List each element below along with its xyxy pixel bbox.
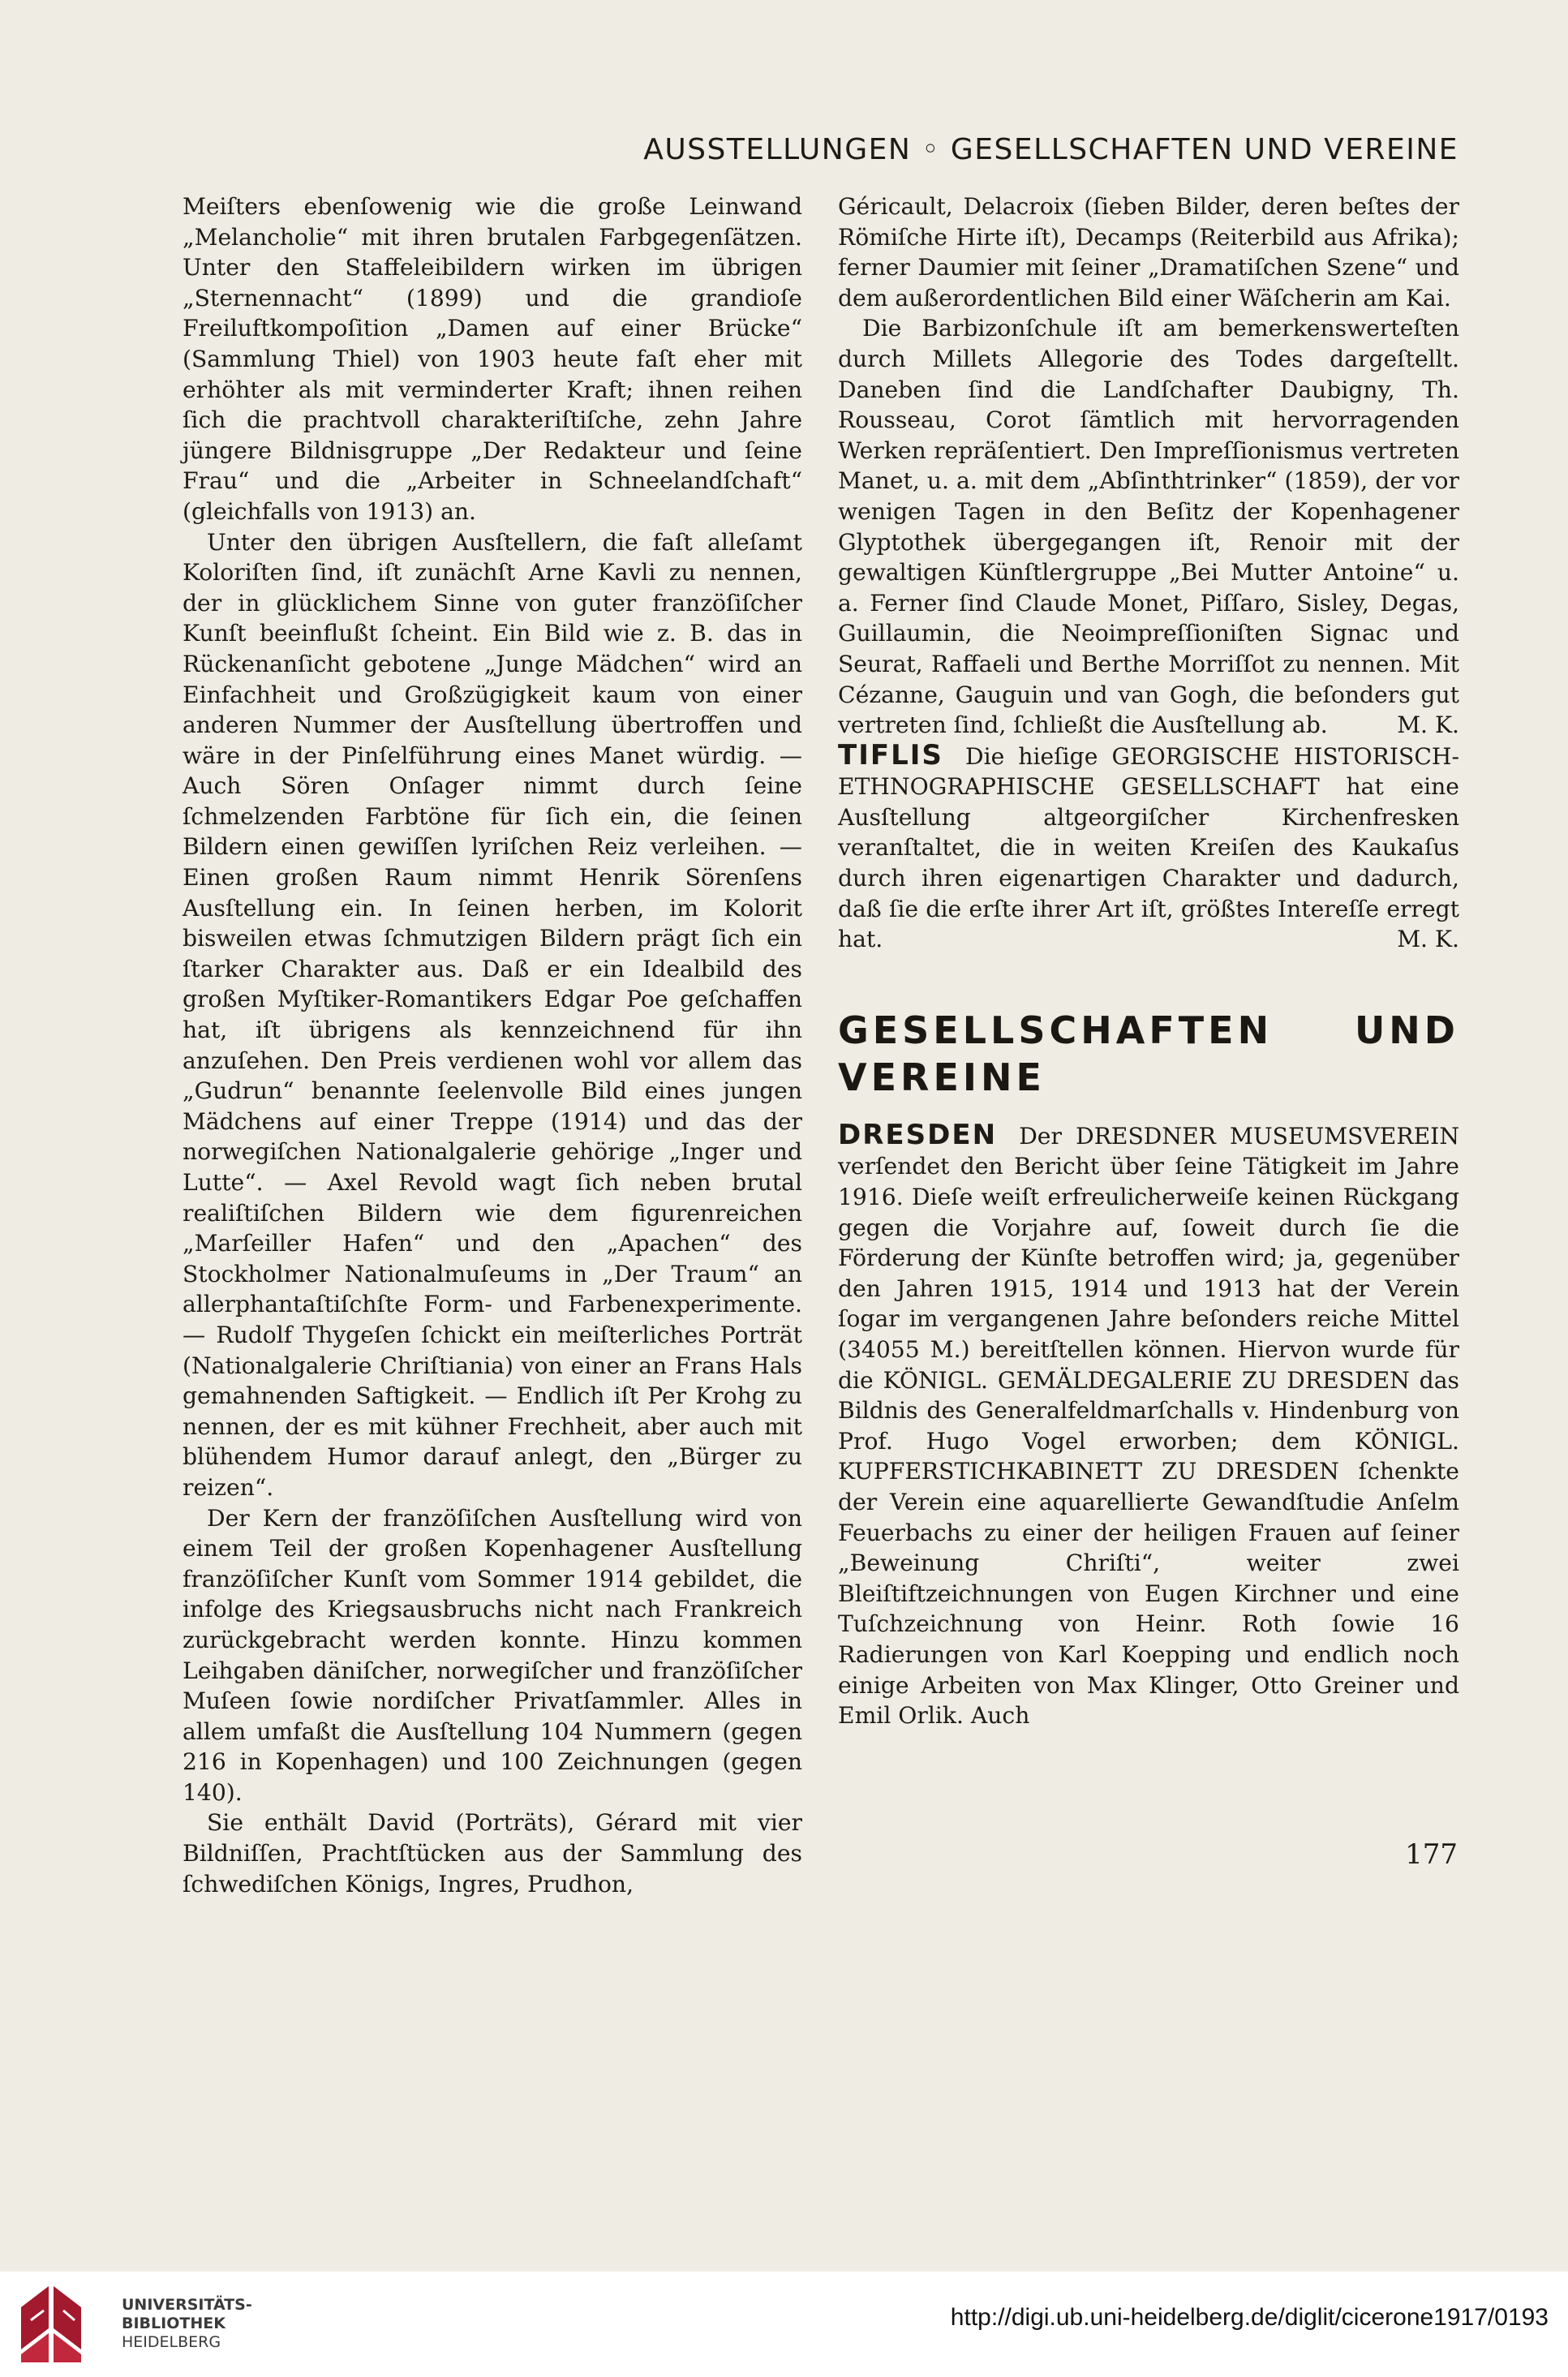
paragraph-text: Die Barbizonſchule iſt am bemerkenswerteſten durch Millets Allegorie des Todes dargeſtellt. Daneben ſind die Landſchafter Daubigny, Th. Rousseau, Corot ſämtlich mit hervorragenden Werken repräſentiert. Den Impreſſionismus vertreten Manet, u. a. mit dem „Abſinthtrinker“ (1859), der vor wenigen Tagen in den Beſitz der Kopenhagener Glyptothek übergegangen iſt, Renoir mit der gewaltigen Künſtlergruppe „Bei Mutter Antoine“ u. a. Ferner ſind Claude Monet, Piſſaro, Sisley, Degas, Guillaumin, die Neoimpreſſioniſten Signac und Seurat, Raffaeli und Berthe Morriſſot zu nennen. Mit Cézanne, Gauguin und van Gogh, die beſonders gut vertreten ſind, ſchließt die Ausſtellung ab. (838, 315, 1459, 739)
paragraph: Géricault, Delacroix (ſieben Bilder, deren beſtes der Römiſche Hirte iſt), Decamps (Reiterbild aus Afrika); ferner Daumier mit ſeiner „Dramatiſchen Szene“ und dem außerordentlichen Bild einer Wäſcherin am Kai. (838, 193, 1459, 312)
tiflis-notice (838, 738, 1459, 955)
library-name-line: BIBLIOTHEK (122, 2315, 226, 2332)
footer-bar (0, 2272, 1568, 2377)
author-signature: M. K. (1397, 926, 1459, 953)
library-name-line: HEIDELBERG (122, 2333, 221, 2351)
paragraph: Meiſters ebenſowenig wie die große Leinwand „Melancholie“ mit ihren brutalen Farbgegenſätzen. Unter den Staffeleibildern wirken im übrigen „Sternennacht“ (1899) und die grandioſe Freiluftkompoſition „Damen auf einer Brücke“ (Sammlung Thiel) von 1903 heute faſt eher mit erhöhter als mit verminderter Kraft; ihnen reihen ſich die prachtvoll charakteriſtiſche, zehn Jahre jüngere Bildnisgruppe „Der Redakteur und ſeine Frau“ und die „Arbeiter in Schneelandſchaft“ (gleichfalls von 1913) an. (183, 193, 802, 525)
paragraph: Sie enthält David (Porträts), Gérard mit vier Bildniſſen, Prachtſtücken aus der Sammlung des ſchwediſchen Königs, Ingres, Prudhon, (183, 1809, 802, 1898)
dresden-notice (838, 1120, 1459, 1731)
right-column (838, 191, 1459, 1731)
ub-heidelberg-logo-icon (15, 2280, 104, 2369)
paragraph (838, 313, 1459, 740)
section-heading: GESELLSCHAFTEN UND VEREINE (838, 1008, 1459, 1099)
paragraph: Unter den übrigen Ausſtellern, die faſt alleſamt Koloriſten ſind, iſt zunächſt Arne Kavli zu nennen, der in glücklichem Sinne von guter franzöſiſcher Kunſt beeinflußt ſcheint. Ein Bild wie z. B. das in Rückenanſicht gebotene „Junge Mädchen“ wird an Einfachheit und Großzügigkeit kaum von einer anderen Nummer der Ausſtellung übertroffen und wäre in der Pinſelführung eines Manet würdig. — Auch Sören Onſager nimmt durch ſeine ſchmelzenden Farbtöne für ſich ein, die ſeinen Bildern einen gewiſſen lyriſchen Reiz verleihen. — Einen großen Raum nimmt Henrik Sörenſens Ausſtellung ein. In ſeinen herben, im Kolorit bisweilen etwas ſchmutzigen Bildern prägt ſich ein ſtarker Charakter aus. Daß er ein Idealbild des großen Myſtiker-Romantikers Edgar Poe geſchaffen hat, iſt übrigens als kennzeichnend für ihn anzuſehen. Den Preis verdienen wohl vor allem das „Gudrun“ benannte ſeelenvolle Bild eines jungen Mädchens auf einer Treppe (1914) und das der norwegiſchen Nationalgalerie gehörige „Inger und Lutte“. — Axel Revold wagt ſich neben brutal realiſtiſchen Bildern wie dem figurenreichen „Marſeiller Hafen“ und den „Apachen“ des Stockholmer Nationalmuſeums in „Der Traum“ an allerphantaſtiſchſte Form- und Farbenexperimente. — Rudolf Thygeſen ſchickt ein meiſterliches Porträt (Nationalgalerie Chriſtiania) von einer an Frans Hals gemahnenden Saftigkeit. — Endlich iſt Per Krohg zu nennen, der es mit kühner Frechheit, aber auch mit blühendem Humor darauf anlegt, den „Bürger zu reizen“. (183, 528, 802, 1501)
dresden-text: Der DRESDNER MUSEUMSVEREIN verſendet den Bericht über ſeine Tätigkeit im Jahre 1916. Dieſe weiſt erfreulicherweiſe keinen Rückgang gegen die Vorjahre auf, ſoweit durch ſie die Förderung der Künſte betroffen wird; ja, gegenüber den Jahren 1915, 1914 und 1913 hat der Verein ſogar im vergangenen Jahre beſonders reiche Mittel (34055 M.) bereitſtellen können. Hiervon wurde für die KÖNIGL. GEMÄLDEGALERIE ZU DRESDEN das Bildnis des Generalfeldmarſchalls v. Hindenburg von Prof. Hugo Vogel erworben; dem KÖNIGL. KUPFERSTICHKABINETT ZU DRESDEN ſchenkte der Verein eine aquarellierte Gewandſtudie Anſelm Feuerbachs zu einer der heiligen Frauen auf ſeiner „Beweinung Chriſti“, weiter zwei Bleiſtiftzeichnungen von Eugen Kirchner und eine Tuſchzeichnung von Heinr. Roth ſowie 16 Radierungen von Karl Koepping und endlich noch einige Arbeiten von Max Klinger, Otto Greiner und Emil Orlik. Auch (838, 1122, 1459, 1730)
author-signature: M. K. (1397, 711, 1459, 739)
page-number: 177 (1405, 1838, 1458, 1871)
tiflis-text: Die hieſige GEORGISCHE HISTORISCH-ETHNOGRAPHISCHE GESELLSCHAFT hat eine Ausſtellung altgeorgiſcher Kirchenfresken veranſtaltet, die in weiten Kreiſen des Kaukaſus durch ihren eigenartigen Charakter und dadurch, daß ſie die erſte ihrer Art iſt, größtes Intereſſe erregt hat. (838, 742, 1459, 953)
left-column (183, 191, 802, 1899)
library-name (122, 2296, 252, 2352)
place-heading-dresden: DRESDEN (838, 1118, 998, 1151)
library-name-line: UNIVERSITÄTS- (122, 2296, 252, 2314)
source-url-link[interactable]: http://digi.ub.uni-heidelberg.de/diglit/cicerone1917/0193 (950, 2304, 1549, 2331)
running-head: AUSSTELLUNGEN ◦ GESELLSCHAFTEN UND VEREINE (643, 133, 1458, 166)
place-heading-tiflis: TIFLIS (838, 738, 943, 772)
paragraph: Der Kern der franzöſiſchen Ausſtellung wird von einem Teil der großen Kopenhagener Ausſtellung franzöſiſcher Kunſt vom Sommer 1914 gebildet, die infolge des Kriegsausbruchs nicht nach Frankreich zurückgebracht werden konnte. Hinzu kommen Leihgaben däniſcher, norwegiſcher und franzöſiſcher Muſeen ſowie nordiſcher Privatſammler. Alles in allem umfaßt die Ausſtellung 104 Nummern (gegen 216 in Kopenhagen) und 100 Zeichnungen (gegen 140). (183, 1504, 802, 1806)
